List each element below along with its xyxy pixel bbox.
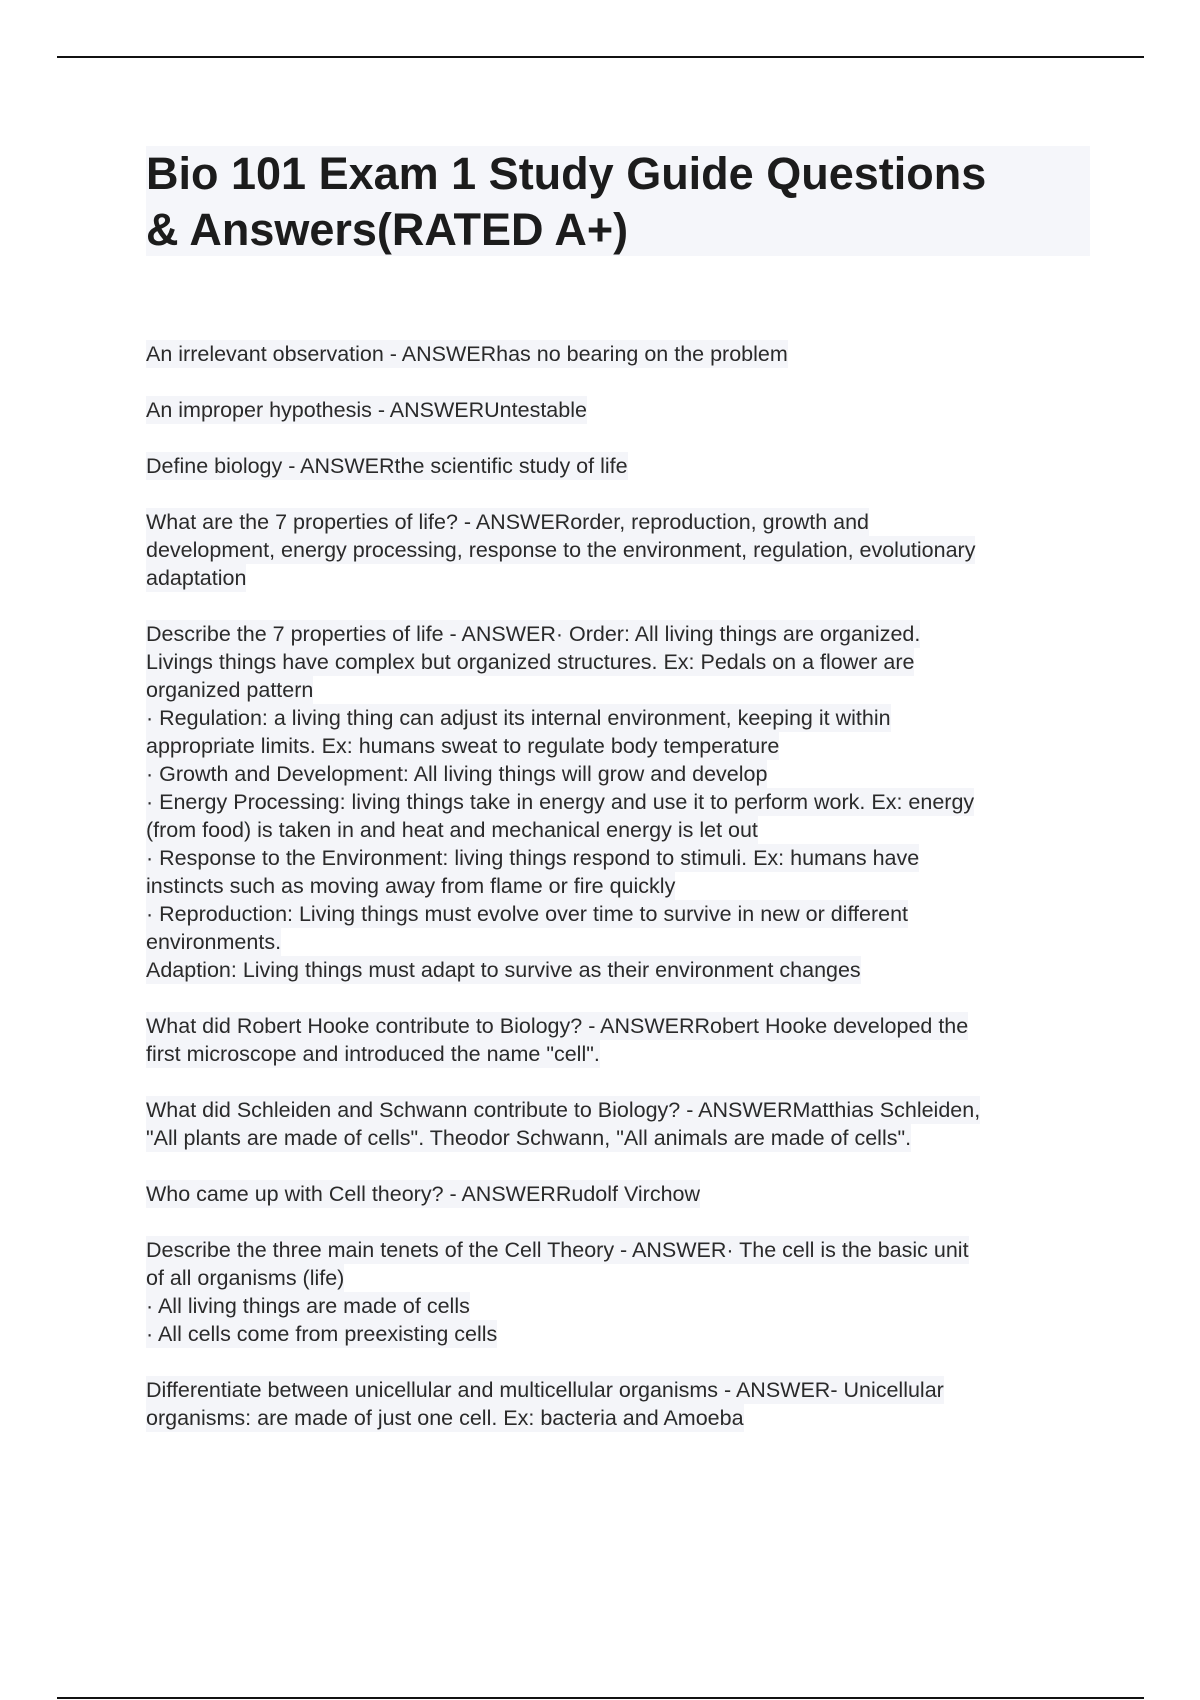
qa-line: An irrelevant observation - ANSWERhas no bearing on the problem <box>146 342 788 366</box>
qa-item <box>146 1236 1090 1348</box>
qa-line: organized pattern <box>146 678 314 702</box>
qa-list <box>146 340 1090 1460</box>
qa-line: What are the 7 properties of life? - ANSWERorder, reproduction, growth and <box>146 510 870 534</box>
qa-item <box>146 1012 1090 1068</box>
top-rule <box>57 56 1144 58</box>
qa-line: · All living things are made of cells <box>146 1294 470 1318</box>
qa-line: Define biology - ANSWERthe scientific study of life <box>146 454 628 478</box>
qa-line: adaptation <box>146 566 247 590</box>
qa-item <box>146 508 1090 592</box>
qa-item <box>146 620 1090 984</box>
page-title <box>146 146 1086 258</box>
page-title-line-1: Bio 101 Exam 1 Study Guide Questions <box>146 148 987 199</box>
qa-line: organisms: are made of just one cell. Ex: bacteria and Amoeba <box>146 1406 744 1430</box>
qa-line: Describe the 7 properties of life - ANSWER· Order: All living things are organized. <box>146 622 921 646</box>
qa-line: Livings things have complex but organized structures. Ex: Pedals on a flower are <box>146 650 915 674</box>
qa-item <box>146 1180 1090 1208</box>
qa-line: · Response to the Environment: living things respond to stimuli. Ex: humans have <box>146 846 920 870</box>
qa-line: of all organisms (life) <box>146 1266 345 1290</box>
qa-line: Who came up with Cell theory? - ANSWERRudolf Virchow <box>146 1182 701 1206</box>
qa-line: · Regulation: a living thing can adjust its internal environment, keeping it within <box>146 706 891 730</box>
qa-line: environments. <box>146 930 282 954</box>
qa-line: An improper hypothesis - ANSWERUntestable <box>146 398 587 422</box>
qa-item <box>146 396 1090 424</box>
qa-line: Describe the three main tenets of the Cell Theory - ANSWER· The cell is the basic unit <box>146 1238 969 1262</box>
qa-line: · Energy Processing: living things take in energy and use it to perform work. Ex: energy <box>146 790 975 814</box>
qa-line: development, energy processing, response to the environment, regulation, evolutionary <box>146 538 976 562</box>
page-title-line-2: & Answers(RATED A+) <box>146 204 629 255</box>
qa-line: first microscope and introduced the name "cell". <box>146 1042 600 1066</box>
qa-line: · All cells come from preexisting cells <box>146 1322 498 1346</box>
qa-line: What did Schleiden and Schwann contribute to Biology? - ANSWERMatthias Schleiden, <box>146 1098 981 1122</box>
qa-line: appropriate limits. Ex: humans sweat to regulate body temperature <box>146 734 780 758</box>
qa-line: "All plants are made of cells". Theodor Schwann, "All animals are made of cells". <box>146 1126 912 1150</box>
qa-line: · Growth and Development: All living things will grow and develop <box>146 762 768 786</box>
qa-item <box>146 1096 1090 1152</box>
qa-line: Adaption: Living things must adapt to survive as their environment changes <box>146 958 861 982</box>
qa-item <box>146 1376 1090 1432</box>
qa-line: · Reproduction: Living things must evolve over time to survive in new or different <box>146 902 909 926</box>
bottom-rule <box>57 1697 1144 1699</box>
title-block <box>146 146 1090 256</box>
qa-line: What did Robert Hooke contribute to Biology? - ANSWERRobert Hooke developed the <box>146 1014 969 1038</box>
qa-line: Differentiate between unicellular and multicellular organisms - ANSWER- Unicellular <box>146 1378 944 1402</box>
qa-item <box>146 452 1090 480</box>
qa-item <box>146 340 1090 368</box>
qa-line: (from food) is taken in and heat and mechanical energy is let out <box>146 818 758 842</box>
qa-line: instincts such as moving away from flame or fire quickly <box>146 874 676 898</box>
